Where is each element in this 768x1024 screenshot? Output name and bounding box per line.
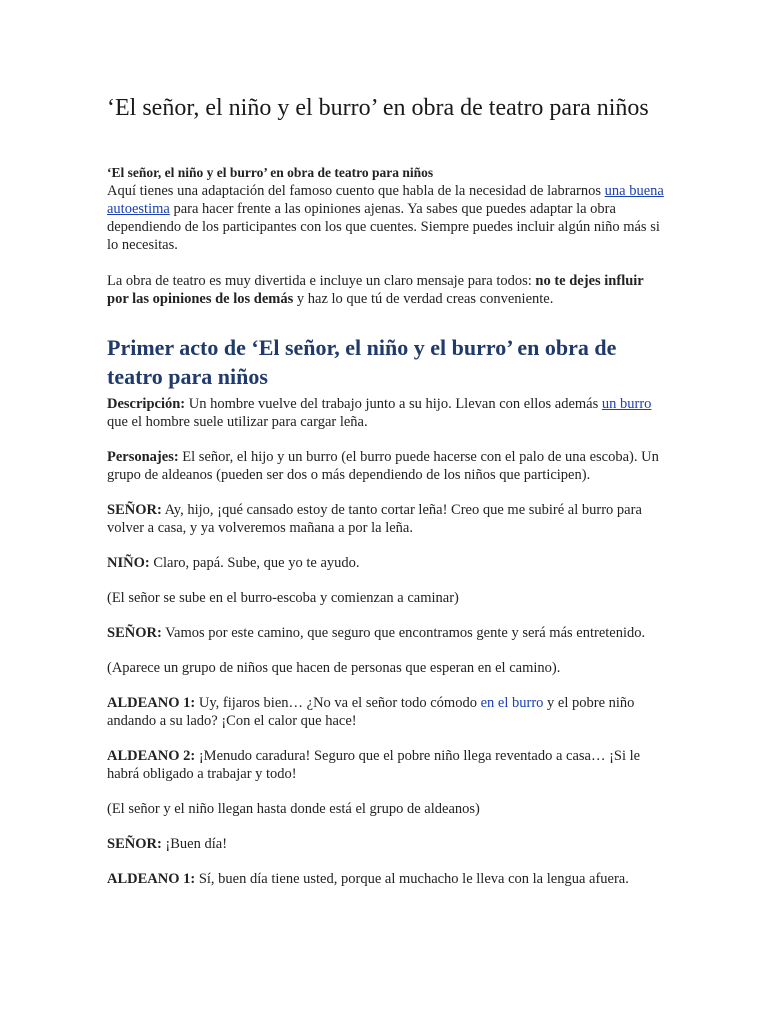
dialogue-line [107, 870, 667, 888]
dialogue-text: Sí, buen día tiene usted, porque al muchacho le lleva con la lengua afuera. [195, 871, 629, 887]
speaker-label: ALDEANO 1: [107, 871, 196, 887]
document-title: ‘El señor, el niño y el burro’ en obra de teatro para niños [107, 95, 649, 121]
characters-label: Personajes: [107, 449, 179, 465]
dialogue-text: ¡Buen día! [161, 836, 228, 852]
highlighted-text: en el burro [480, 695, 544, 711]
stage-direction: (El señor y el niño llegan hasta donde está el grupo de aldeanos) [107, 801, 480, 817]
dialogue-text: Uy, fijaros bien… ¿No va el señor todo cómodo [195, 695, 481, 711]
speaker-label: SEÑOR: [107, 836, 162, 852]
description-paragraph [107, 395, 667, 431]
speaker-label: SEÑOR: [107, 502, 162, 518]
dialogue-line [107, 835, 667, 853]
description-label: Descripción: [107, 396, 186, 412]
dialogue-line [107, 694, 667, 730]
dialogue-line [107, 501, 667, 537]
speaker-label: NIÑO: [107, 555, 150, 571]
dialogue-line [107, 624, 667, 642]
dialogue-line [107, 554, 667, 572]
intro-p2-text-end: y haz lo que tú de verdad creas conveniente. [293, 291, 554, 307]
dialogue-text: Claro, papá. Sube, que yo te ayudo. [149, 555, 360, 571]
document-page [107, 92, 667, 888]
intro-paragraph-1 [107, 182, 667, 254]
dialogue-text: ¡Menudo caradura! Seguro que el pobre niño llega reventado a casa… ¡Si le habrá obligado a trabajar y todo! [107, 748, 641, 782]
speaker-label: SEÑOR: [107, 625, 162, 641]
speaker-label: ALDEANO 1: [107, 695, 196, 711]
speaker-label: ALDEANO 2: [107, 748, 196, 764]
intro-p2-text: La obra de teatro es muy divertida e incluye un claro mensaje para todos: [107, 273, 536, 289]
description-text: Un hombre vuelve del trabajo junto a su hijo. Llevan con ellos además [185, 396, 602, 412]
intro-p1-text-end: para hacer frente a las opiniones ajenas. Ya sabes que puedes adaptar la obra dependiendo de los participantes con los que cuentes. Siempre puedes incluir algún niño más si lo necesitas. [107, 201, 660, 253]
dialogue-text: Vamos por este camino, que seguro que encontramos gente y será más entretenido. [161, 625, 646, 641]
self-esteem-link[interactable]: una buena autoestima [107, 183, 664, 217]
dialogue-line [107, 747, 667, 783]
stage-direction: (Aparece un grupo de niños que hacen de personas que esperan en el camino). [107, 660, 561, 676]
description-text-end: que el hombre suele utilizar para cargar leña. [107, 414, 368, 430]
characters-paragraph [107, 448, 667, 484]
intro-subtitle: ‘El señor, el niño y el burro’ en obra de teatro para niños [107, 165, 434, 180]
dialogue-text-end: y el pobre niño andando a su lado? ¡Con el calor que hace! [107, 695, 635, 729]
dialogue-text: Ay, hijo, ¡qué cansado estoy de tanto cortar leña! Creo que me subiré al burro para volver a casa, y ya volveremos mañana a por la leña. [107, 502, 642, 536]
stage-direction: (El señor se sube en el burro-escoba y comienzan a caminar) [107, 590, 459, 606]
intro-p2-bold: no te dejes influir por las opiniones de los demás [107, 273, 644, 307]
section-heading: Primer acto de ‘El señor, el niño y el burro’ en obra de teatro para niños [107, 335, 617, 389]
intro-paragraph-2 [107, 272, 667, 308]
characters-text: El señor, el hijo y un burro (el burro puede hacerse con el palo de una escoba). Un grupo de aldeanos (pueden ser dos o más dependiendo de los niños que participen). [107, 449, 659, 483]
intro-p1-text: Aquí tienes una adaptación del famoso cuento que habla de la necesidad de labrarnos [107, 183, 605, 199]
donkey-link[interactable]: un burro [601, 396, 652, 412]
